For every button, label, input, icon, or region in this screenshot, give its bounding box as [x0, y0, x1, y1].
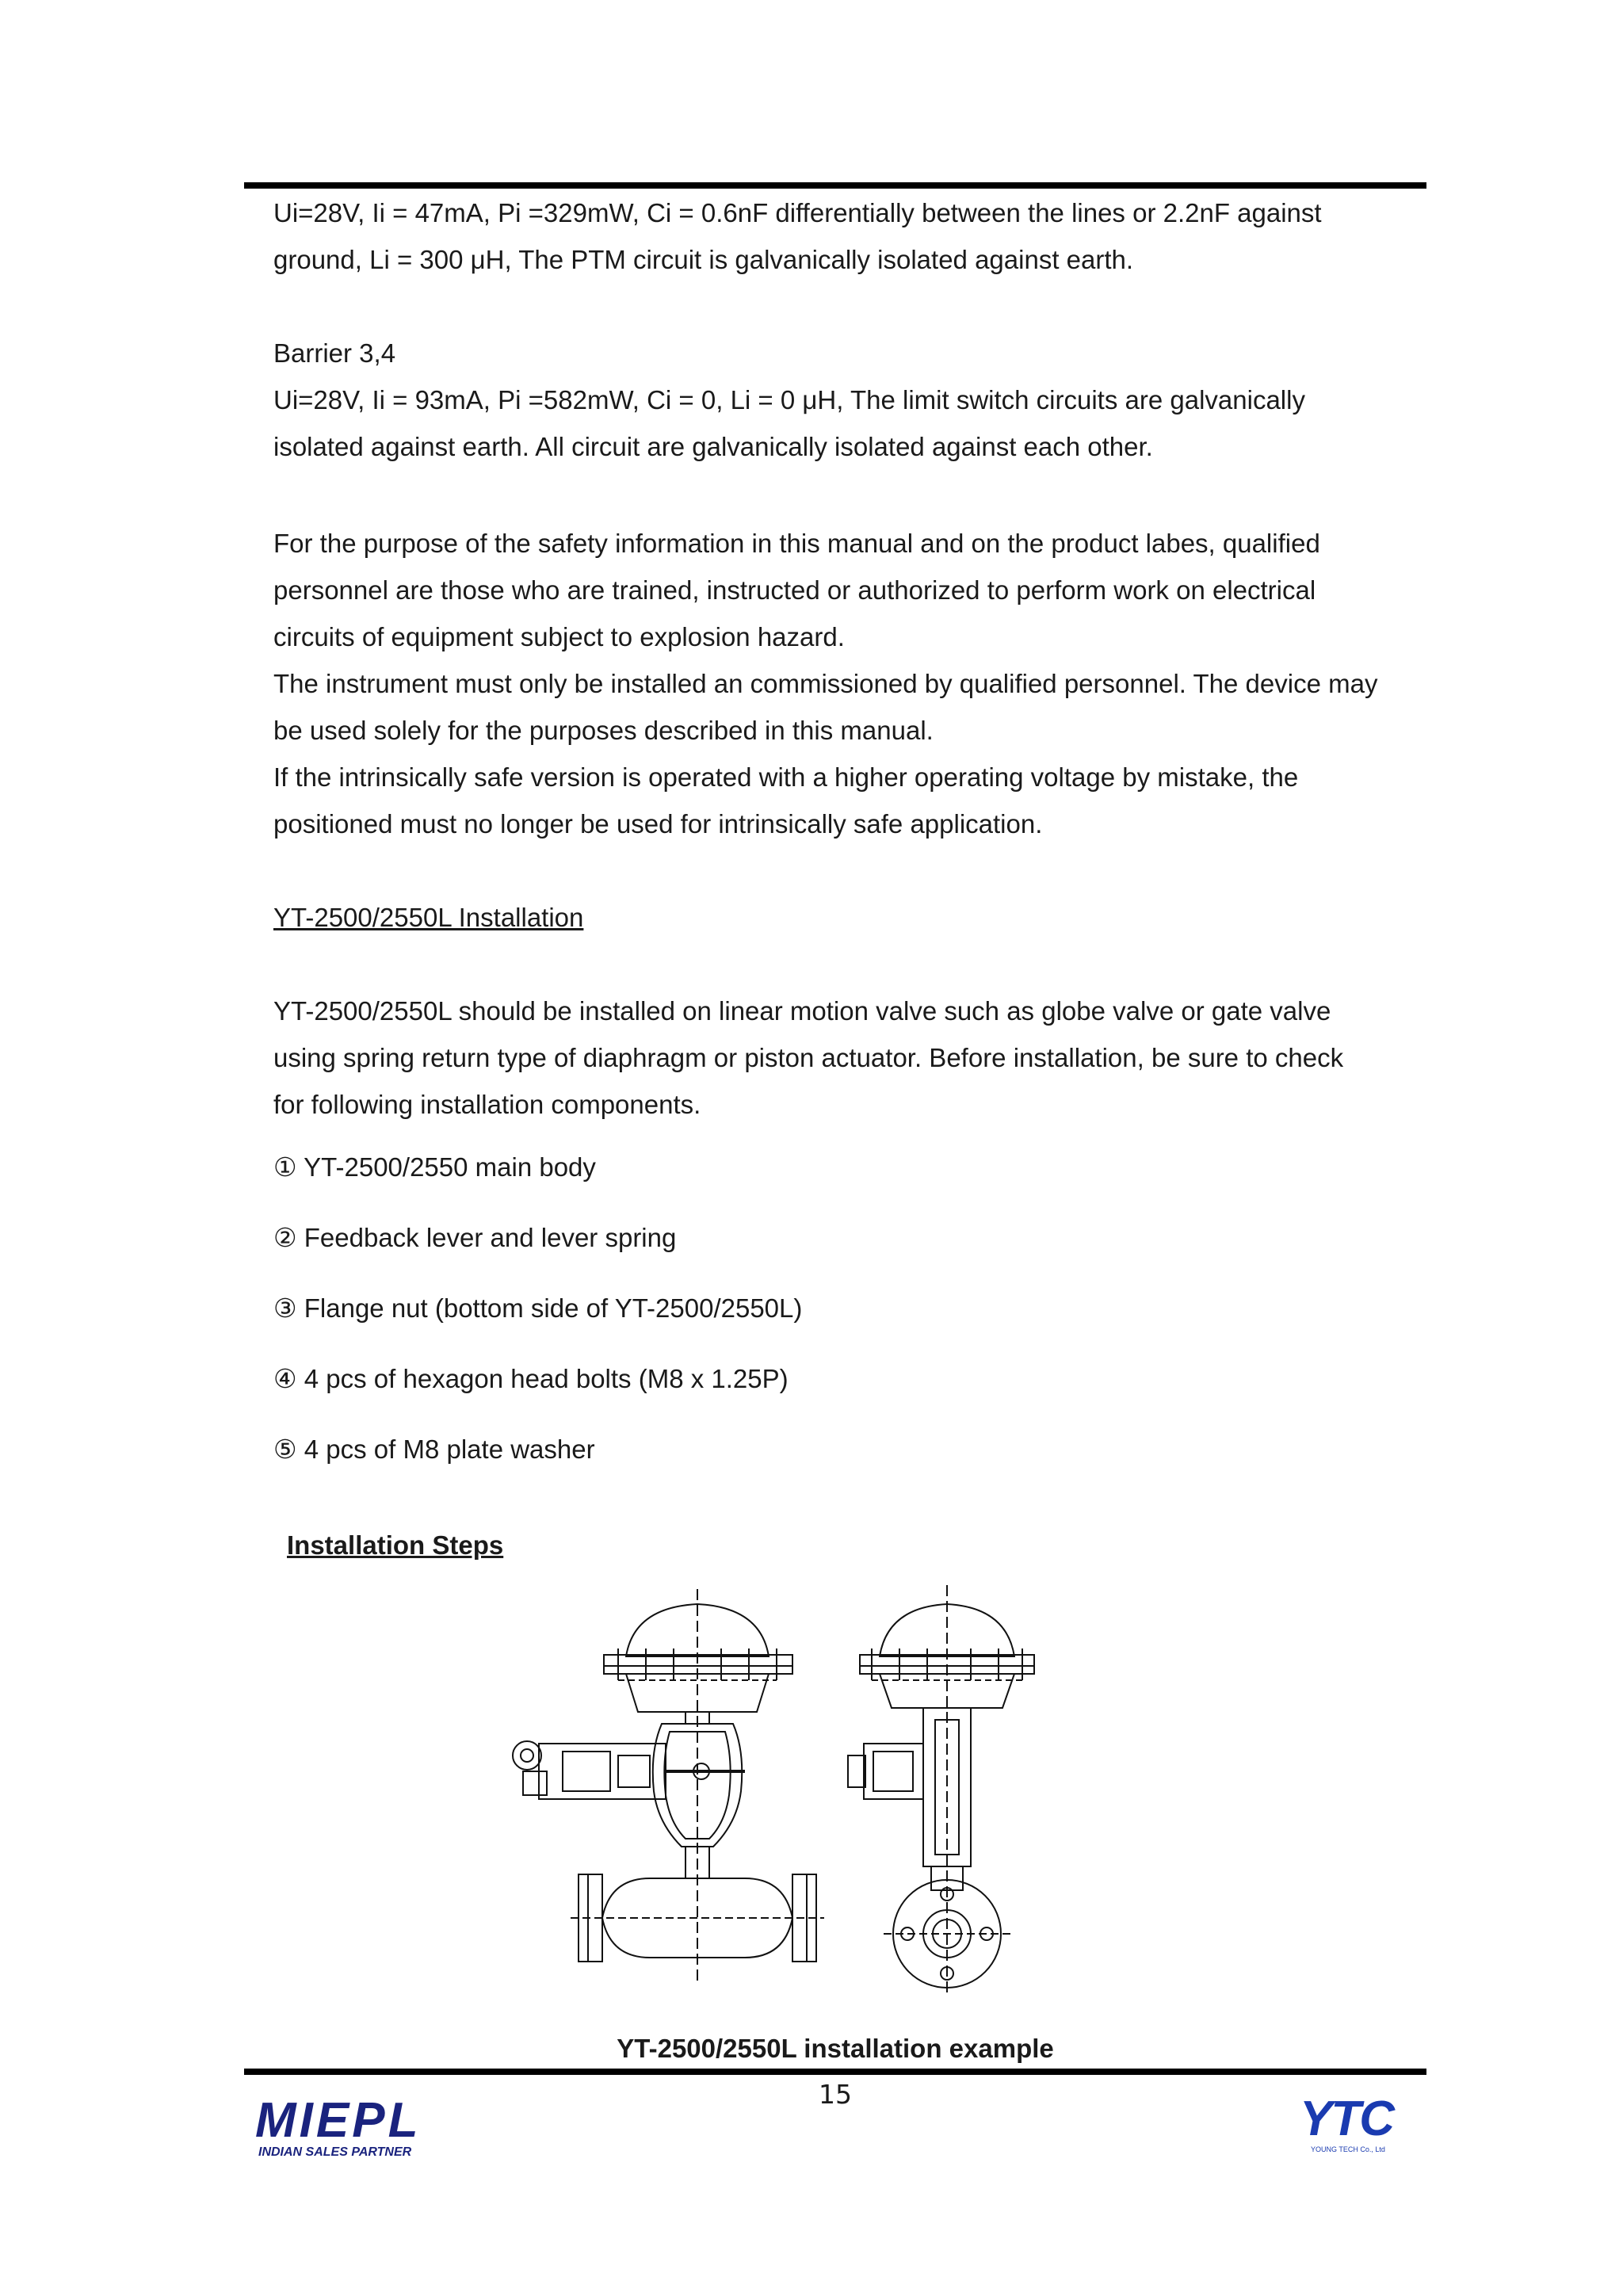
miepl-logo [255, 2093, 437, 2160]
barrier-heading: Barrier 3,4 [273, 338, 396, 368]
text-line: positioned must no longer be used for intrinsically safe application. [273, 809, 1043, 839]
text-line: YT-2500/2550L should be installed on linear motion valve such as globe valve or gate valve [273, 996, 1331, 1026]
text-line: If the intrinsically safe version is operated with a higher operating voltage by mistake, the [273, 762, 1299, 792]
miepl-logo-text: MIEPL [255, 2093, 422, 2148]
text-line: using spring return type of diaphragm or piston actuator. Before installation, be sure to check [273, 1043, 1344, 1072]
text-line: Ui=28V, Ii = 47mA, Pi =329mW, Ci = 0.6nF differentially between the lines or 2.2nF against [273, 198, 1322, 227]
list-item: ⑤ 4 pcs of M8 plate washer [273, 1435, 595, 1464]
text-line: circuits of equipment subject to explosion hazard. [273, 622, 845, 651]
body-text [273, 189, 1430, 1128]
components-list [273, 1144, 802, 1496]
installation-steps-heading: Installation Steps [287, 1530, 504, 1560]
front-view-valve [513, 1589, 824, 1985]
list-item: ② Feedback lever and lever spring [273, 1223, 677, 1252]
installation-heading: YT-2500/2550L Installation [273, 903, 584, 932]
text-line: for following installation components. [273, 1090, 701, 1119]
text-line: be used solely for the purposes described in this manual. [273, 716, 934, 745]
text-line: isolated against earth. All circuit are galvanically isolated against each other. [273, 432, 1153, 461]
miepl-tagline: INDIAN SALES PARTNER [258, 2145, 412, 2159]
header-rule [244, 182, 1426, 189]
text-line: For the purpose of the safety information in this manual and on the product labes, qualified [273, 529, 1320, 558]
footer-rule [244, 2069, 1426, 2075]
ytc-logo [1284, 2088, 1419, 2160]
text-line: personnel are those who are trained, instructed or authorized to perform work on electrical [273, 575, 1316, 605]
list-item: ① YT-2500/2550 main body [273, 1152, 596, 1182]
valve-installation-drawing [507, 1585, 1062, 2013]
text-line: ground, Li = 300 μH, The PTM circuit is galvanically isolated against earth. [273, 245, 1134, 274]
list-item: ③ Flange nut (bottom side of YT-2500/2550L) [273, 1293, 803, 1323]
text-line: The instrument must only be installed an commissioned by qualified personnel. The device may [273, 669, 1378, 698]
page-number: 15 [819, 2079, 852, 2110]
text-line: Ui=28V, Ii = 93mA, Pi =582mW, Ci = 0, Li = 0 μH, The limit switch circuits are galvanically [273, 385, 1305, 415]
figure-caption: YT-2500/2550L installation example [617, 2034, 1054, 2063]
ytc-tagline: YOUNG TECH Co., Ltd [1311, 2145, 1385, 2153]
side-view-valve [848, 1585, 1034, 1997]
list-item: ④ 4 pcs of hexagon head bolts (M8 x 1.25P) [273, 1364, 789, 1393]
ytc-logo-text: YTC [1300, 2092, 1393, 2146]
